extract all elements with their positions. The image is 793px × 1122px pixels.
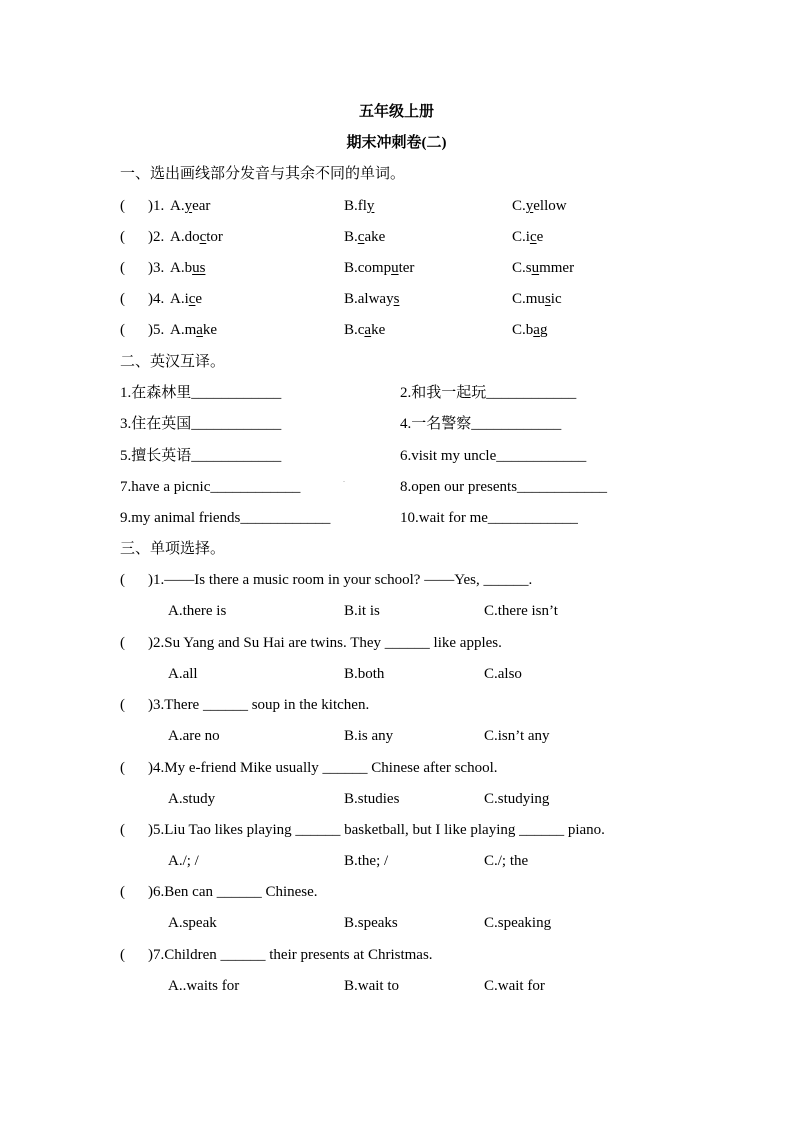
options-row-5	[0, 851, 793, 871]
options-row-1	[0, 601, 793, 621]
item-number: )1.	[148, 198, 165, 214]
underlined-letters: c	[188, 291, 196, 307]
option-a	[170, 196, 210, 216]
choice-a[interactable]: A.study	[168, 791, 216, 807]
underlined-letters: a	[196, 322, 203, 338]
choice-a[interactable]: A.are no	[168, 728, 220, 744]
section3-heading: 三、单项选择。	[120, 541, 226, 557]
choice-c[interactable]: C.wait for	[484, 978, 545, 994]
option-text: A.	[170, 198, 185, 214]
options-row-3	[0, 726, 793, 746]
underlined-letters: a	[533, 322, 540, 338]
page-title: 五年级上册	[358, 104, 434, 120]
choice-b[interactable]: B.speaks	[344, 915, 398, 931]
item-number: )5.	[148, 322, 165, 338]
choice-b[interactable]: B.the; /	[344, 853, 389, 869]
option-text: B.	[344, 229, 358, 245]
option-text: g	[539, 322, 548, 338]
translation-item-7[interactable]: 7.have a picnic____________	[120, 479, 301, 495]
option-b	[344, 196, 374, 216]
translation-item-4[interactable]: 4.一名警察____________	[400, 416, 562, 432]
question-3	[0, 695, 793, 715]
question-2	[0, 633, 793, 653]
option-c	[512, 320, 547, 340]
option-text: B.comp	[344, 260, 392, 276]
option-a	[170, 227, 223, 247]
item-number: )4.	[148, 291, 165, 307]
question-4	[0, 758, 793, 778]
answer-paren[interactable]: (	[120, 260, 125, 276]
answer-paren[interactable]: (	[120, 884, 125, 900]
item-number: )3.	[148, 260, 165, 276]
underlined-letters: c	[529, 229, 537, 245]
phonics-item-4	[0, 289, 793, 309]
phonics-item-3	[0, 258, 793, 278]
answer-paren[interactable]: (	[120, 760, 125, 776]
question-7	[0, 945, 793, 965]
choice-a[interactable]: A.speak	[168, 915, 217, 931]
answer-paren[interactable]: (	[120, 947, 125, 963]
option-b	[344, 227, 385, 247]
options-row-4	[0, 789, 793, 809]
underlined-letters: a	[364, 322, 372, 338]
phonics-item-1	[0, 196, 793, 216]
choice-c[interactable]: C./; the	[484, 853, 529, 869]
translation-item-1[interactable]: 1.在森林里____________	[120, 385, 282, 401]
underlined-letters: y	[525, 198, 534, 214]
underlined-letters: s	[544, 291, 551, 307]
option-text: C.	[512, 198, 526, 214]
option-text: A.do	[170, 229, 200, 245]
options-row-2	[0, 664, 793, 684]
translation-item-2[interactable]: 2.和我一起玩____________	[400, 385, 577, 401]
question-text: )1.——Is there a music room in your school? ——Yes, ______.	[148, 572, 533, 588]
question-text: )4.My e-friend Mike usually ______ Chinese after school.	[148, 760, 498, 776]
option-a	[170, 320, 217, 340]
underlined-letters: y	[184, 198, 193, 214]
answer-paren[interactable]: (	[120, 635, 125, 651]
section1-heading: 一、选出画线部分发音与其余不同的单词。	[120, 166, 406, 182]
question-6	[0, 882, 793, 902]
answer-paren[interactable]: (	[120, 198, 125, 214]
underlined-letters: c	[199, 229, 207, 245]
choice-a[interactable]: A..waits for	[168, 978, 240, 994]
question-1	[0, 570, 793, 590]
underlined-letters: us	[192, 260, 206, 276]
translation-item-6[interactable]: 6.visit my uncle____________	[400, 448, 587, 464]
option-text: ke	[202, 322, 218, 338]
translation-item-10[interactable]: 10.wait for me____________	[400, 510, 578, 526]
option-text: B.fl	[344, 198, 367, 214]
choice-a[interactable]: A.all	[168, 666, 198, 682]
choice-b[interactable]: B.studies	[344, 791, 400, 807]
option-text: e	[536, 229, 544, 245]
underlined-letters: c	[357, 229, 365, 245]
option-b	[344, 289, 399, 309]
choice-a[interactable]: A.there is	[168, 603, 227, 619]
choice-c[interactable]: C.also	[484, 666, 522, 682]
answer-paren[interactable]: (	[120, 322, 125, 338]
page-subtitle: 期末冲刺卷(二)	[346, 135, 447, 151]
option-text: ic	[550, 291, 562, 307]
answer-paren[interactable]: (	[120, 291, 125, 307]
options-row-7	[0, 976, 793, 996]
translation-item-5[interactable]: 5.擅长英语____________	[120, 448, 282, 464]
option-c	[512, 258, 574, 278]
option-c	[512, 289, 562, 309]
translation-item-9[interactable]: 9.my animal friends____________	[120, 510, 331, 526]
phonics-item-5	[0, 320, 793, 340]
underlined-letters: u	[531, 260, 540, 276]
choice-b[interactable]: B.wait to	[344, 978, 399, 994]
option-a	[170, 258, 205, 278]
option-text: B.alway	[344, 291, 394, 307]
question-5	[0, 820, 793, 840]
item-number: )2.	[148, 229, 165, 245]
question-text: )7.Children ______ their presents at Christmas.	[148, 947, 433, 963]
option-text: C.i	[512, 229, 530, 245]
options-row-6	[0, 913, 793, 933]
option-c	[512, 227, 543, 247]
answer-paren[interactable]: (	[120, 822, 125, 838]
answer-paren[interactable]: (	[120, 697, 125, 713]
underlined-letters: s	[393, 291, 400, 307]
option-text: B.c	[344, 322, 365, 338]
choice-c[interactable]: C.isn’t any	[484, 728, 550, 744]
question-text: )6.Ben can ______ Chinese.	[148, 884, 318, 900]
option-text: ellow	[533, 198, 567, 214]
choice-c[interactable]: C.there isn’t	[484, 603, 558, 619]
answer-paren[interactable]: (	[120, 572, 125, 588]
phonics-item-2	[0, 227, 793, 247]
underlined-letters: y	[366, 198, 375, 214]
option-c	[512, 196, 567, 216]
answer-paren[interactable]: (	[120, 229, 125, 245]
option-text: A.b	[170, 260, 193, 276]
choice-b[interactable]: B.it is	[344, 603, 380, 619]
option-text: C.b	[512, 322, 534, 338]
question-text: )3.There ______ soup in the kitchen.	[148, 697, 370, 713]
option-text: A.m	[170, 322, 197, 338]
option-text: ke	[371, 322, 386, 338]
option-text: mmer	[539, 260, 575, 276]
choice-a[interactable]: A./; /	[168, 853, 199, 869]
option-b	[344, 320, 385, 340]
option-a	[170, 289, 202, 309]
choice-c[interactable]: C.studying	[484, 791, 550, 807]
option-text: ter	[398, 260, 415, 276]
translation-item-8[interactable]: 8.open our presents____________	[400, 479, 608, 495]
choice-c[interactable]: C.speaking	[484, 915, 552, 931]
option-b	[344, 258, 414, 278]
option-text: C.s	[512, 260, 532, 276]
section2-heading: 二、英汉互译。	[120, 354, 226, 370]
underlined-letters: u	[391, 260, 399, 276]
option-text: tor	[206, 229, 223, 245]
option-text: A.i	[170, 291, 189, 307]
translation-item-3[interactable]: 3.住在英国____________	[120, 416, 282, 432]
stray-mark: .	[343, 475, 345, 484]
option-text: e	[195, 291, 203, 307]
option-text: C.mu	[512, 291, 545, 307]
choice-b[interactable]: B.is any	[344, 728, 394, 744]
option-text: ake	[364, 229, 386, 245]
choice-b[interactable]: B.both	[344, 666, 385, 682]
question-text: )2.Su Yang and Su Hai are twins. They ______ like apples.	[148, 635, 502, 651]
question-text: )5.Liu Tao likes playing ______ basketball, but I like playing ______ piano.	[148, 822, 605, 838]
option-text: ear	[192, 198, 211, 214]
